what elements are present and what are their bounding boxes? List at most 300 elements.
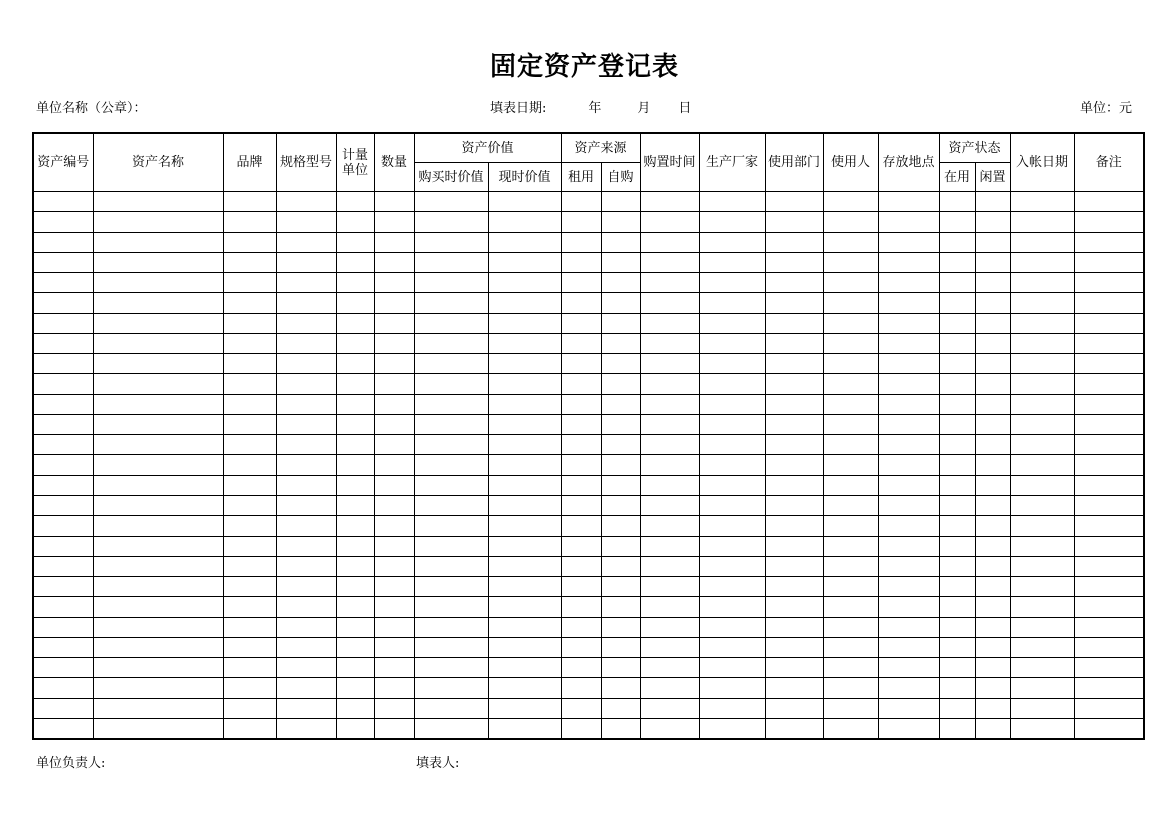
table-cell[interactable] <box>640 475 699 495</box>
table-cell[interactable] <box>765 577 823 597</box>
table-cell[interactable] <box>640 252 699 272</box>
table-cell[interactable] <box>1010 678 1074 698</box>
table-cell[interactable] <box>374 597 414 617</box>
table-cell[interactable] <box>336 333 374 353</box>
table-cell[interactable] <box>878 333 939 353</box>
table-cell[interactable] <box>561 232 601 252</box>
table-cell[interactable] <box>601 637 640 657</box>
table-cell[interactable] <box>640 414 699 434</box>
table-cell[interactable] <box>414 678 488 698</box>
table-cell[interactable] <box>601 577 640 597</box>
table-cell[interactable] <box>276 577 336 597</box>
table-cell[interactable] <box>1074 516 1144 536</box>
table-cell[interactable] <box>823 536 878 556</box>
table-cell[interactable] <box>561 516 601 536</box>
table-cell[interactable] <box>561 252 601 272</box>
table-cell[interactable] <box>1010 597 1074 617</box>
table-cell[interactable] <box>561 293 601 313</box>
table-cell[interactable] <box>414 293 488 313</box>
table-cell[interactable] <box>1074 374 1144 394</box>
table-cell[interactable] <box>374 293 414 313</box>
table-cell[interactable] <box>601 273 640 293</box>
table-cell[interactable] <box>699 273 765 293</box>
table-cell[interactable] <box>1074 333 1144 353</box>
table-cell[interactable] <box>93 313 223 333</box>
table-cell[interactable] <box>640 313 699 333</box>
table-cell[interactable] <box>699 556 765 576</box>
table-cell[interactable] <box>488 637 561 657</box>
table-cell[interactable] <box>276 394 336 414</box>
table-cell[interactable] <box>640 455 699 475</box>
table-cell[interactable] <box>640 597 699 617</box>
table-cell[interactable] <box>276 455 336 475</box>
table-cell[interactable] <box>601 516 640 536</box>
table-cell[interactable] <box>336 192 374 212</box>
table-cell[interactable] <box>374 516 414 536</box>
table-cell[interactable] <box>33 374 93 394</box>
table-cell[interactable] <box>1074 698 1144 718</box>
table-cell[interactable] <box>561 414 601 434</box>
table-cell[interactable] <box>276 637 336 657</box>
table-cell[interactable] <box>33 475 93 495</box>
table-cell[interactable] <box>765 252 823 272</box>
table-cell[interactable] <box>488 333 561 353</box>
table-cell[interactable] <box>336 212 374 232</box>
table-cell[interactable] <box>765 678 823 698</box>
table-cell[interactable] <box>276 212 336 232</box>
table-cell[interactable] <box>699 536 765 556</box>
table-cell[interactable] <box>276 617 336 637</box>
table-cell[interactable] <box>699 313 765 333</box>
table-cell[interactable] <box>488 678 561 698</box>
table-cell[interactable] <box>823 577 878 597</box>
table-cell[interactable] <box>640 577 699 597</box>
table-cell[interactable] <box>561 617 601 637</box>
table-cell[interactable] <box>374 192 414 212</box>
table-cell[interactable] <box>336 718 374 739</box>
table-cell[interactable] <box>601 658 640 678</box>
table-cell[interactable] <box>601 414 640 434</box>
table-cell[interactable] <box>699 354 765 374</box>
table-cell[interactable] <box>336 516 374 536</box>
table-cell[interactable] <box>374 333 414 353</box>
table-cell[interactable] <box>939 637 975 657</box>
table-cell[interactable] <box>823 435 878 455</box>
table-cell[interactable] <box>93 252 223 272</box>
table-cell[interactable] <box>561 455 601 475</box>
table-cell[interactable] <box>374 678 414 698</box>
table-cell[interactable] <box>640 617 699 637</box>
table-cell[interactable] <box>640 495 699 515</box>
table-cell[interactable] <box>561 556 601 576</box>
table-cell[interactable] <box>823 293 878 313</box>
table-cell[interactable] <box>374 556 414 576</box>
table-cell[interactable] <box>1074 495 1144 515</box>
table-cell[interactable] <box>93 698 223 718</box>
table-cell[interactable] <box>975 293 1010 313</box>
table-cell[interactable] <box>414 475 488 495</box>
table-cell[interactable] <box>93 414 223 434</box>
table-cell[interactable] <box>33 293 93 313</box>
table-cell[interactable] <box>939 678 975 698</box>
table-cell[interactable] <box>223 516 276 536</box>
table-cell[interactable] <box>414 354 488 374</box>
table-cell[interactable] <box>765 536 823 556</box>
table-cell[interactable] <box>939 577 975 597</box>
table-cell[interactable] <box>1010 455 1074 475</box>
table-cell[interactable] <box>1074 577 1144 597</box>
table-cell[interactable] <box>765 637 823 657</box>
table-cell[interactable] <box>699 637 765 657</box>
table-cell[interactable] <box>1074 232 1144 252</box>
table-cell[interactable] <box>765 273 823 293</box>
table-cell[interactable] <box>823 718 878 739</box>
table-cell[interactable] <box>223 414 276 434</box>
table-cell[interactable] <box>1010 577 1074 597</box>
table-cell[interactable] <box>878 212 939 232</box>
table-cell[interactable] <box>878 637 939 657</box>
table-cell[interactable] <box>975 617 1010 637</box>
table-cell[interactable] <box>699 597 765 617</box>
table-cell[interactable] <box>374 374 414 394</box>
table-cell[interactable] <box>414 192 488 212</box>
table-cell[interactable] <box>336 435 374 455</box>
table-cell[interactable] <box>878 597 939 617</box>
table-cell[interactable] <box>414 617 488 637</box>
table-cell[interactable] <box>939 333 975 353</box>
table-cell[interactable] <box>374 455 414 475</box>
table-cell[interactable] <box>223 658 276 678</box>
table-cell[interactable] <box>823 313 878 333</box>
table-cell[interactable] <box>414 455 488 475</box>
table-cell[interactable] <box>640 718 699 739</box>
table-cell[interactable] <box>93 232 223 252</box>
table-cell[interactable] <box>878 374 939 394</box>
table-cell[interactable] <box>223 455 276 475</box>
table-cell[interactable] <box>878 495 939 515</box>
table-cell[interactable] <box>699 394 765 414</box>
table-cell[interactable] <box>699 658 765 678</box>
table-cell[interactable] <box>374 252 414 272</box>
table-cell[interactable] <box>336 617 374 637</box>
table-cell[interactable] <box>601 293 640 313</box>
table-cell[interactable] <box>414 252 488 272</box>
table-cell[interactable] <box>699 678 765 698</box>
table-cell[interactable] <box>488 698 561 718</box>
table-cell[interactable] <box>33 718 93 739</box>
table-cell[interactable] <box>488 475 561 495</box>
table-cell[interactable] <box>414 374 488 394</box>
table-cell[interactable] <box>488 354 561 374</box>
table-cell[interactable] <box>939 212 975 232</box>
table-cell[interactable] <box>93 293 223 313</box>
table-cell[interactable] <box>561 637 601 657</box>
table-cell[interactable] <box>640 333 699 353</box>
table-cell[interactable] <box>765 374 823 394</box>
table-cell[interactable] <box>1074 637 1144 657</box>
table-cell[interactable] <box>975 455 1010 475</box>
table-cell[interactable] <box>276 333 336 353</box>
table-cell[interactable] <box>223 577 276 597</box>
table-cell[interactable] <box>561 536 601 556</box>
table-cell[interactable] <box>276 273 336 293</box>
table-cell[interactable] <box>93 435 223 455</box>
table-cell[interactable] <box>276 516 336 536</box>
table-cell[interactable] <box>699 617 765 637</box>
table-cell[interactable] <box>336 313 374 333</box>
table-cell[interactable] <box>601 455 640 475</box>
table-cell[interactable] <box>699 192 765 212</box>
table-cell[interactable] <box>1010 556 1074 576</box>
table-cell[interactable] <box>336 556 374 576</box>
table-cell[interactable] <box>223 293 276 313</box>
table-cell[interactable] <box>640 192 699 212</box>
table-cell[interactable] <box>93 333 223 353</box>
table-cell[interactable] <box>276 718 336 739</box>
table-cell[interactable] <box>374 394 414 414</box>
table-cell[interactable] <box>975 536 1010 556</box>
table-cell[interactable] <box>640 293 699 313</box>
table-cell[interactable] <box>601 212 640 232</box>
table-cell[interactable] <box>601 536 640 556</box>
table-cell[interactable] <box>414 273 488 293</box>
table-cell[interactable] <box>601 252 640 272</box>
table-cell[interactable] <box>765 333 823 353</box>
table-cell[interactable] <box>975 232 1010 252</box>
table-cell[interactable] <box>561 658 601 678</box>
table-cell[interactable] <box>93 273 223 293</box>
table-cell[interactable] <box>414 212 488 232</box>
table-cell[interactable] <box>223 597 276 617</box>
table-cell[interactable] <box>414 516 488 536</box>
table-cell[interactable] <box>223 374 276 394</box>
table-cell[interactable] <box>878 617 939 637</box>
table-cell[interactable] <box>561 435 601 455</box>
table-cell[interactable] <box>488 556 561 576</box>
table-cell[interactable] <box>488 394 561 414</box>
table-cell[interactable] <box>374 212 414 232</box>
table-cell[interactable] <box>336 374 374 394</box>
table-cell[interactable] <box>374 577 414 597</box>
table-cell[interactable] <box>939 597 975 617</box>
table-cell[interactable] <box>975 435 1010 455</box>
table-cell[interactable] <box>975 374 1010 394</box>
table-cell[interactable] <box>823 232 878 252</box>
table-cell[interactable] <box>601 313 640 333</box>
table-cell[interactable] <box>823 617 878 637</box>
table-cell[interactable] <box>640 658 699 678</box>
table-cell[interactable] <box>640 212 699 232</box>
table-cell[interactable] <box>276 374 336 394</box>
table-cell[interactable] <box>414 333 488 353</box>
table-cell[interactable] <box>33 212 93 232</box>
table-cell[interactable] <box>1074 475 1144 495</box>
table-cell[interactable] <box>374 354 414 374</box>
table-cell[interactable] <box>975 212 1010 232</box>
table-cell[interactable] <box>488 536 561 556</box>
table-cell[interactable] <box>1074 536 1144 556</box>
table-cell[interactable] <box>765 516 823 536</box>
table-cell[interactable] <box>93 637 223 657</box>
table-cell[interactable] <box>939 313 975 333</box>
table-cell[interactable] <box>488 597 561 617</box>
table-cell[interactable] <box>1074 556 1144 576</box>
table-cell[interactable] <box>488 577 561 597</box>
table-cell[interactable] <box>414 232 488 252</box>
table-cell[interactable] <box>878 192 939 212</box>
table-cell[interactable] <box>488 617 561 637</box>
table-cell[interactable] <box>561 495 601 515</box>
table-cell[interactable] <box>765 232 823 252</box>
table-cell[interactable] <box>878 536 939 556</box>
table-cell[interactable] <box>939 698 975 718</box>
table-cell[interactable] <box>699 333 765 353</box>
table-cell[interactable] <box>223 556 276 576</box>
table-cell[interactable] <box>823 455 878 475</box>
table-cell[interactable] <box>336 414 374 434</box>
table-cell[interactable] <box>1074 617 1144 637</box>
table-cell[interactable] <box>561 597 601 617</box>
table-cell[interactable] <box>223 475 276 495</box>
table-cell[interactable] <box>93 354 223 374</box>
table-cell[interactable] <box>823 597 878 617</box>
table-cell[interactable] <box>975 354 1010 374</box>
table-cell[interactable] <box>488 192 561 212</box>
table-cell[interactable] <box>939 232 975 252</box>
table-cell[interactable] <box>336 475 374 495</box>
table-cell[interactable] <box>1010 475 1074 495</box>
table-cell[interactable] <box>33 495 93 515</box>
table-cell[interactable] <box>975 577 1010 597</box>
table-cell[interactable] <box>878 556 939 576</box>
table-cell[interactable] <box>374 617 414 637</box>
table-cell[interactable] <box>939 556 975 576</box>
table-cell[interactable] <box>1010 516 1074 536</box>
table-cell[interactable] <box>374 495 414 515</box>
table-cell[interactable] <box>878 455 939 475</box>
table-cell[interactable] <box>336 577 374 597</box>
table-cell[interactable] <box>975 637 1010 657</box>
table-cell[interactable] <box>1010 293 1074 313</box>
table-cell[interactable] <box>276 192 336 212</box>
table-cell[interactable] <box>878 577 939 597</box>
table-cell[interactable] <box>939 516 975 536</box>
table-cell[interactable] <box>601 333 640 353</box>
table-cell[interactable] <box>939 435 975 455</box>
table-cell[interactable] <box>223 495 276 515</box>
table-cell[interactable] <box>93 658 223 678</box>
table-cell[interactable] <box>561 374 601 394</box>
table-cell[interactable] <box>975 273 1010 293</box>
table-cell[interactable] <box>878 394 939 414</box>
table-cell[interactable] <box>878 273 939 293</box>
table-cell[interactable] <box>939 252 975 272</box>
table-cell[interactable] <box>1074 718 1144 739</box>
table-cell[interactable] <box>93 678 223 698</box>
table-cell[interactable] <box>33 556 93 576</box>
table-cell[interactable] <box>1074 192 1144 212</box>
table-cell[interactable] <box>975 414 1010 434</box>
table-cell[interactable] <box>699 252 765 272</box>
table-cell[interactable] <box>276 232 336 252</box>
table-cell[interactable] <box>93 212 223 232</box>
table-cell[interactable] <box>374 718 414 739</box>
table-cell[interactable] <box>488 273 561 293</box>
table-cell[interactable] <box>975 698 1010 718</box>
table-cell[interactable] <box>1074 435 1144 455</box>
table-cell[interactable] <box>1010 414 1074 434</box>
table-cell[interactable] <box>765 192 823 212</box>
table-cell[interactable] <box>276 658 336 678</box>
table-cell[interactable] <box>939 495 975 515</box>
table-cell[interactable] <box>33 658 93 678</box>
table-cell[interactable] <box>33 536 93 556</box>
table-cell[interactable] <box>33 617 93 637</box>
table-cell[interactable] <box>640 435 699 455</box>
table-cell[interactable] <box>640 637 699 657</box>
table-cell[interactable] <box>561 394 601 414</box>
table-cell[interactable] <box>33 414 93 434</box>
table-cell[interactable] <box>336 293 374 313</box>
table-cell[interactable] <box>601 354 640 374</box>
table-cell[interactable] <box>823 252 878 272</box>
table-cell[interactable] <box>1010 536 1074 556</box>
table-cell[interactable] <box>765 435 823 455</box>
table-cell[interactable] <box>765 293 823 313</box>
table-cell[interactable] <box>975 333 1010 353</box>
table-cell[interactable] <box>223 617 276 637</box>
table-cell[interactable] <box>823 637 878 657</box>
table-cell[interactable] <box>823 658 878 678</box>
table-cell[interactable] <box>93 718 223 739</box>
table-cell[interactable] <box>276 698 336 718</box>
table-cell[interactable] <box>414 637 488 657</box>
table-cell[interactable] <box>93 192 223 212</box>
table-cell[interactable] <box>640 354 699 374</box>
table-cell[interactable] <box>975 678 1010 698</box>
table-cell[interactable] <box>1074 252 1144 272</box>
table-cell[interactable] <box>699 293 765 313</box>
table-cell[interactable] <box>1074 658 1144 678</box>
table-cell[interactable] <box>601 678 640 698</box>
table-cell[interactable] <box>414 435 488 455</box>
table-cell[interactable] <box>336 273 374 293</box>
table-cell[interactable] <box>33 333 93 353</box>
table-cell[interactable] <box>765 475 823 495</box>
table-cell[interactable] <box>878 698 939 718</box>
table-cell[interactable] <box>699 435 765 455</box>
table-cell[interactable] <box>336 394 374 414</box>
table-cell[interactable] <box>878 516 939 536</box>
table-cell[interactable] <box>336 232 374 252</box>
table-cell[interactable] <box>223 536 276 556</box>
table-cell[interactable] <box>276 435 336 455</box>
table-cell[interactable] <box>939 718 975 739</box>
table-cell[interactable] <box>601 495 640 515</box>
table-cell[interactable] <box>414 313 488 333</box>
table-cell[interactable] <box>823 414 878 434</box>
table-cell[interactable] <box>488 658 561 678</box>
table-cell[interactable] <box>336 597 374 617</box>
table-cell[interactable] <box>878 354 939 374</box>
table-cell[interactable] <box>223 252 276 272</box>
table-cell[interactable] <box>823 698 878 718</box>
table-cell[interactable] <box>823 495 878 515</box>
table-cell[interactable] <box>601 597 640 617</box>
table-cell[interactable] <box>561 313 601 333</box>
table-cell[interactable] <box>1010 495 1074 515</box>
table-cell[interactable] <box>823 333 878 353</box>
